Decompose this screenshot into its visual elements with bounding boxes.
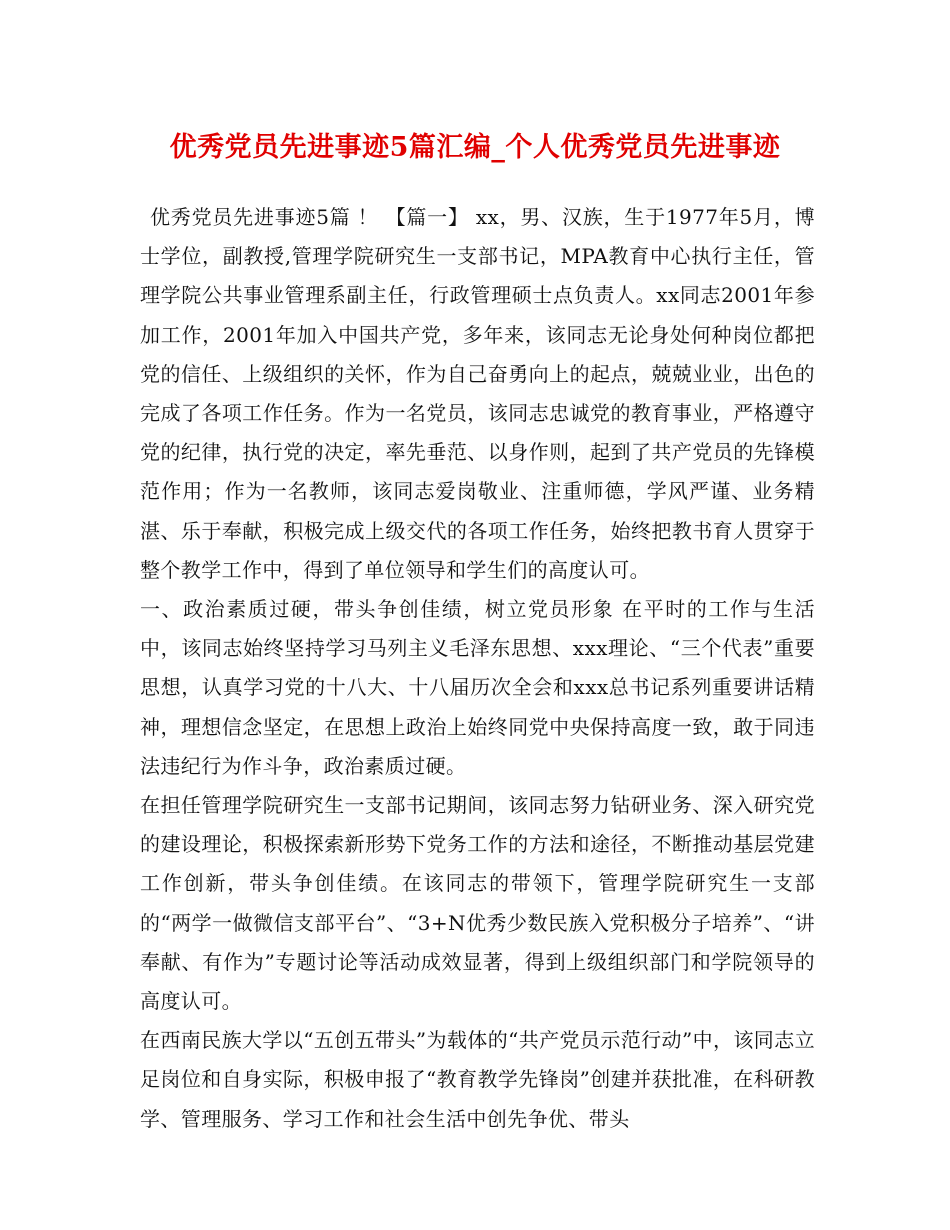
- paragraph-demonstration-action: 在西南民族大学以“五创五带头”为载体的“共产党员示范行动”中，该同志立足岗位和自身实际，积极申报了“教育教学先锋岗”创建并获批准，在科研教学、管理服务、学习工作和社会生活中创先争优、带头: [140, 1028, 815, 1131]
- paragraph-intro: 优秀党员先进事迹5篇 ！ 【篇一】 xx，男、汉族，生于1977年5月，博士学位，副教授,管理学院研究生一支部书记，MPA教育中心执行主任，管理学院公共事业管理系副主任，行政管理硕士点负责人。xx同志2001年参加工作，2001年加入中国共产党，多年来，该同志无论身处何种岗位都把党的信任、上级组织的关怀，作为自己奋勇向上的起点，兢兢业业，出色的完成了各项工作任务。作为一名党员，该同志忠诚党的教育事业，严格遵守党的纪律，执行党的决定，率先垂范、以身作则，起到了共产党员的先锋模范作用；作为一名教师，该同志爱岗敬业、注重师德，学风严谨、业务精湛、乐于奉献，积极完成上级交代的各项工作任务，始终把教书育人贯穿于整个教学工作中，得到了单位领导和学生们的高度认可。: [140, 205, 815, 582]
- paragraph-branch-secretary: 在担任管理学院研究生一支部书记期间，该同志努力钻研业务、深入研究党的建设理论，积极探索新形势下党务工作的方法和途径，不断推动基层党建工作创新，带头争创佳绩。在该同志的带领下，管理学院研究生一支部的“两学一做微信支部平台”、“3+N优秀少数民族入党积极分子培养”、“讲奉献、有作为”专题讨论等活动成效显著，得到上级组织部门和学院领导的高度认可。: [140, 793, 815, 1014]
- document-body: [140, 198, 815, 1139]
- paragraph-section-one: 一、政治素质过硬，带头争创佳绩，树立党员形象 在平时的工作与生活中，该同志始终坚持学习马列主义毛泽东思想、xxx理论、“三个代表”重要思想，认真学习党的十八大、十八届历次全会和xxx总书记系列重要讲话精神，理想信念坚定，在思想上政治上始终同党中央保持高度一致，敢于同违法违纪行为作斗争，政治素质过硬。: [140, 597, 815, 778]
- document-title: 优秀党员先进事迹5篇汇编_个人优秀党员先进事迹: [169, 132, 781, 163]
